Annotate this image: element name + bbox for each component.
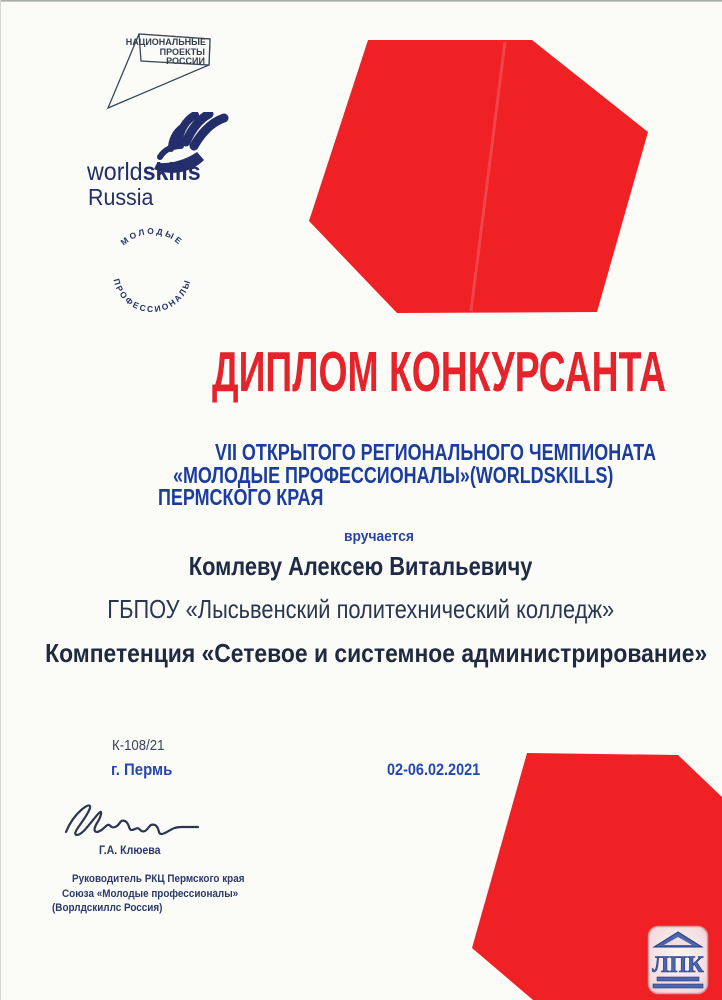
scan-edge-left xyxy=(0,0,1,1000)
stamp-arc-bottom-text: ПРОФЕССИОНАЛЫ xyxy=(111,277,193,315)
presented-label: вручается xyxy=(344,528,414,545)
championship-line: VII ОТКРЫТОГО РЕГИОНАЛЬНОГО ЧЕМПИОНАТА xyxy=(215,439,657,465)
worldskills-word-bold: skills xyxy=(142,158,201,186)
signer-name: Г.А. Клюева xyxy=(99,845,161,857)
recipient-name: Комлеву Алексею Витальевичу xyxy=(189,551,533,581)
nat-projects-line2: ПРОЕКТЫ xyxy=(159,47,205,57)
city-label: г. Пермь xyxy=(111,760,173,779)
signer-role-line: (Ворлдскиллс Россия) xyxy=(52,902,163,914)
diploma-number: К-108/21 xyxy=(112,737,165,754)
institution-name: ГБПОУ «Лысьвенский политехнический колледж» xyxy=(107,594,615,624)
emblem-letters: ЛПК xyxy=(652,952,704,977)
nat-projects-line1: НАЦИОНАЛЬНЫЕ xyxy=(125,37,206,47)
nat-projects-line3: РОССИИ xyxy=(166,56,205,66)
competence-line: Компетенция «Сетевое и системное администрирование» xyxy=(45,638,708,668)
championship-line: «МОЛОДЫЕ ПРОФЕССИОНАЛЫ»(WORLDSKILLS) xyxy=(173,461,614,488)
event-dates: 02-06.02.2021 xyxy=(387,760,481,779)
signer-role xyxy=(50,872,264,916)
championship-description xyxy=(158,441,722,509)
scan-edge-top xyxy=(0,0,722,2)
signer-role-line: Руководитель РКЦ Пермского края xyxy=(72,873,245,885)
worldskills-word-light: world xyxy=(87,158,143,186)
national-projects-logo xyxy=(95,18,220,118)
emblem-base-step2 xyxy=(653,984,703,988)
college-emblem xyxy=(647,925,709,995)
emblem-base-step1 xyxy=(657,977,699,981)
worldskills-country: Russia xyxy=(88,184,154,210)
worldskills-wordmark xyxy=(87,158,209,187)
championship-line: ПЕРМСКОГО КРАЯ xyxy=(158,484,324,510)
young-professionals-stamp xyxy=(97,218,207,328)
stamp-arc-top-text: МОЛОДЫЕ xyxy=(118,225,186,248)
red-hexagon-top xyxy=(309,40,648,313)
diploma-title: ДИПЛОМ КОНКУРСАНТА xyxy=(212,340,667,404)
signer-role-line: Союза «Молодые профессионалы» xyxy=(62,887,239,900)
signature-scribble xyxy=(52,792,217,847)
